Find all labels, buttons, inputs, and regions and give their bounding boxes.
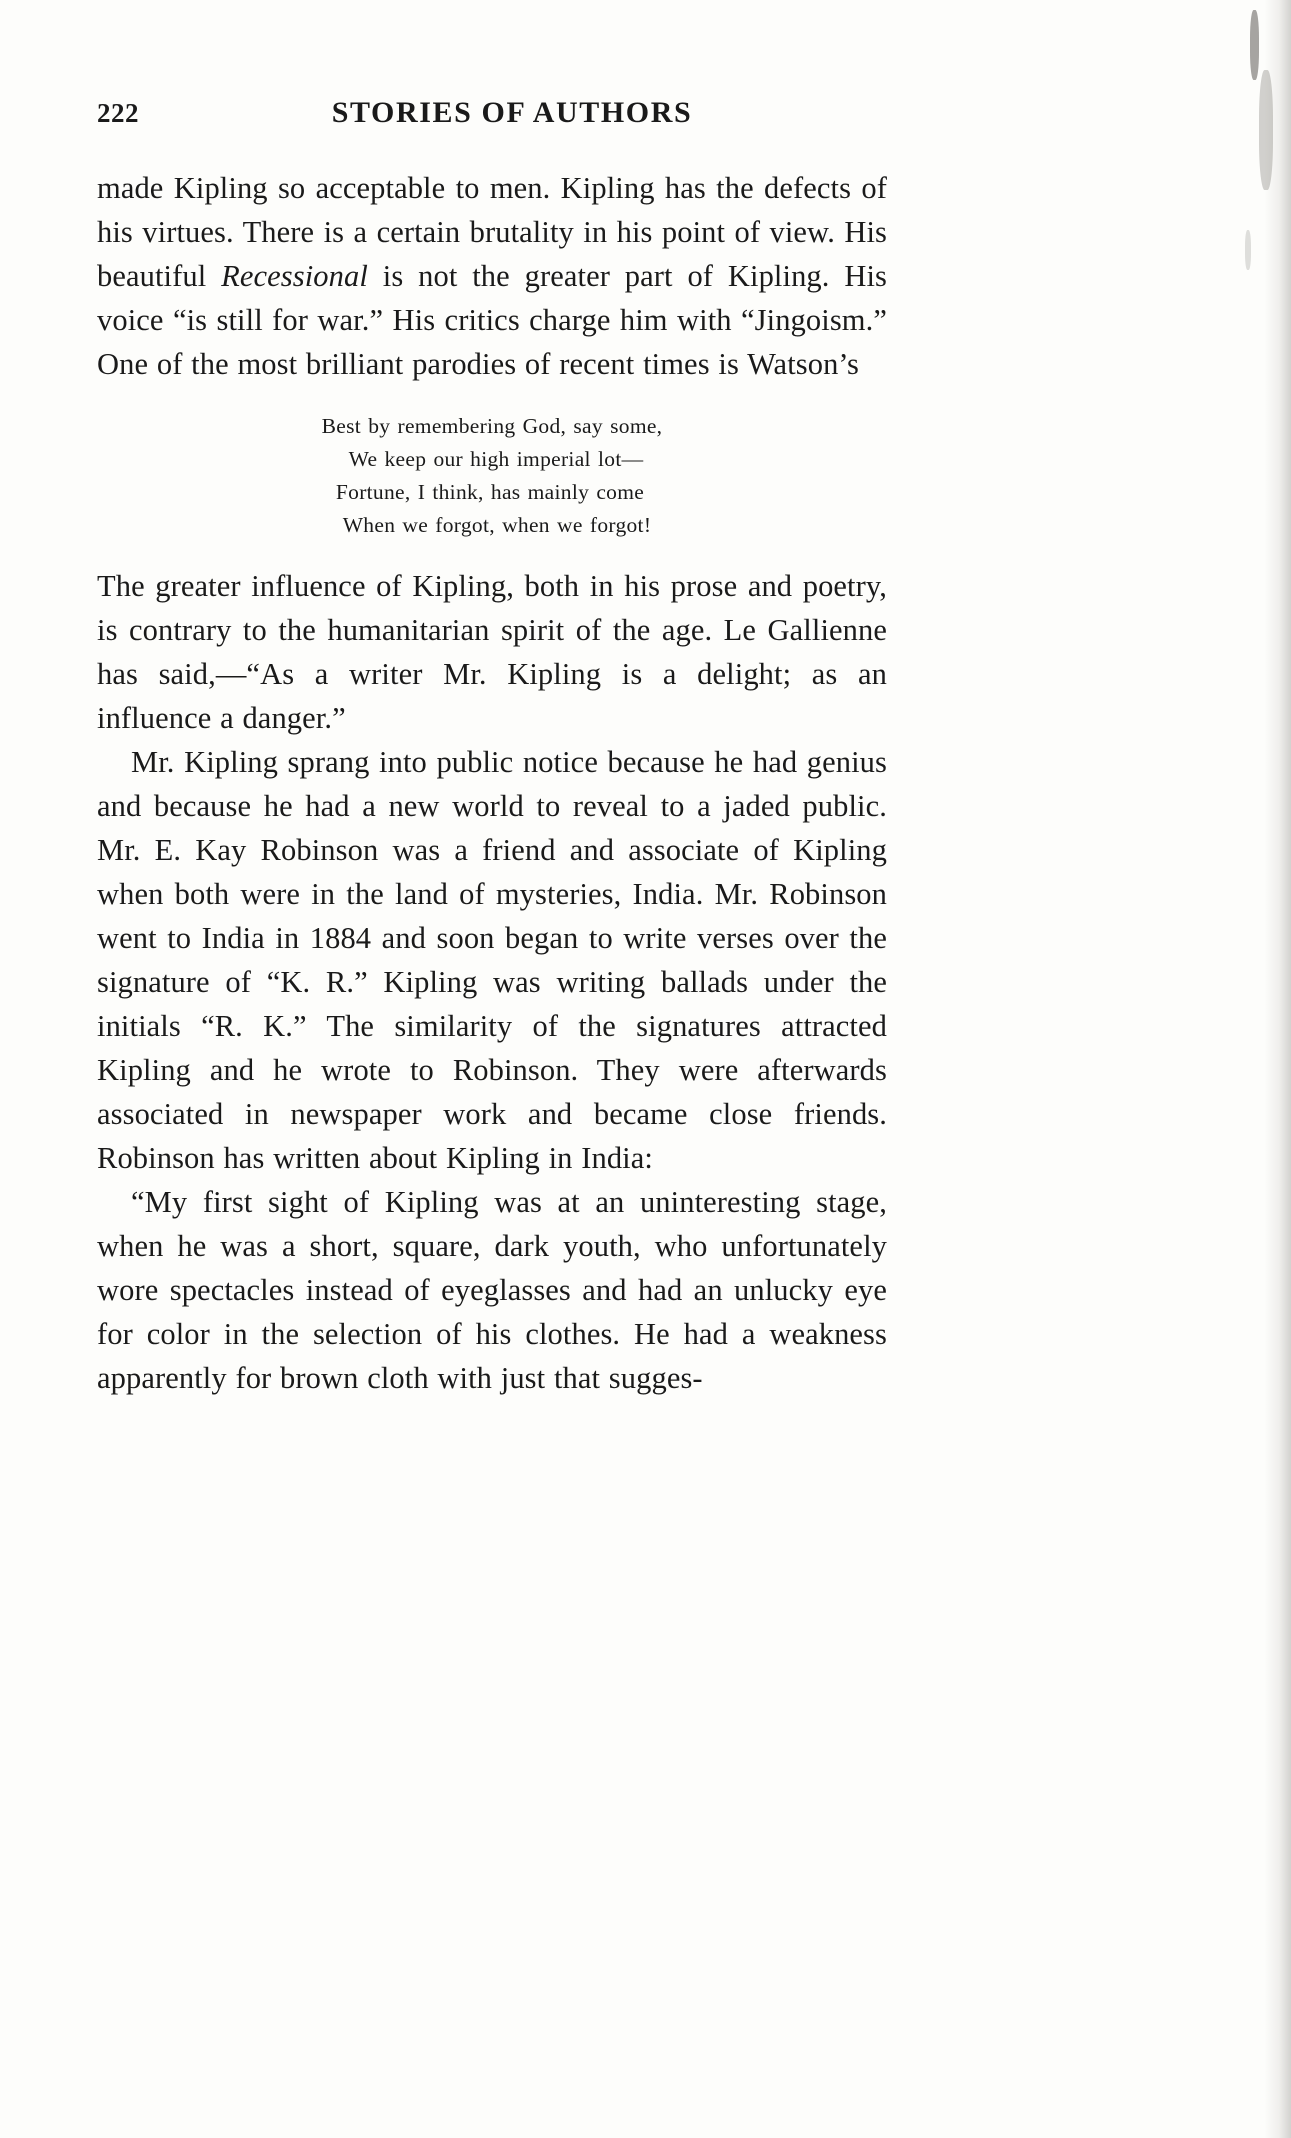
paragraph-text-part-1: made Kipling so acceptable to men. Kipling has the defects of his virtues. There is a certain brutality in his point of view. His beautiful	[97, 171, 887, 293]
paragraph-continued	[97, 166, 887, 386]
verse-line: Best by remembering God, say some,	[321, 414, 663, 438]
paragraph-text-part-2: is not the greater part of Kipling. His voice “is still for war.” His critics charge him with “Jingoism.” One of the most brilliant parodies of recent times is Watson’s	[97, 259, 887, 381]
verse-line: We keep our high imperial lot—	[348, 447, 644, 471]
paragraph-public-notice: Mr. Kipling sprang into public notice because he had genius and because he had a new world to reveal to a jaded public. Mr. E. Kay Robinson was a friend and associate of Kipling when both were in the land of mysteries, India. Mr. Robinson went to India in 1884 and soon began to write verses over the signature of “K. R.” Kipling was writing ballads under the initials “R. K.” The similarity of the signatures attracted Kipling and he wrote to Robinson. They were afterwards associated in newspaper work and became close friends. Robinson has written about Kipling in India:	[97, 745, 887, 1175]
paragraph-greater-influence: The greater influence of Kipling, both in his prose and poetry, is contrary to the humanitarian spirit of the age. Le Gallienne has said,—“As a writer Mr. Kipling is a delight; as an influence a danger.”	[97, 569, 887, 735]
verse-line: When we forgot, when we forgot!	[342, 513, 652, 537]
page-header	[97, 96, 887, 130]
running-head-title: STORIES OF AUTHORS	[331, 96, 693, 129]
verse-block	[97, 410, 887, 542]
page-content	[97, 96, 887, 1400]
paragraph-robinson-quote: “My first sight of Kipling was at an uninteresting stage, when he was a short, square, dark youth, who unfortunately wore spectacles instead of eyeglasses and had an unlucky eye for color in the selection of his clothes. He had a weakness apparently for brown cloth with just that sugges-	[97, 1185, 887, 1395]
page-number: 222	[97, 98, 139, 128]
italic-title-recessional: Recessional	[221, 259, 368, 293]
verse-line: Fortune, I think, has mainly come	[335, 480, 645, 504]
